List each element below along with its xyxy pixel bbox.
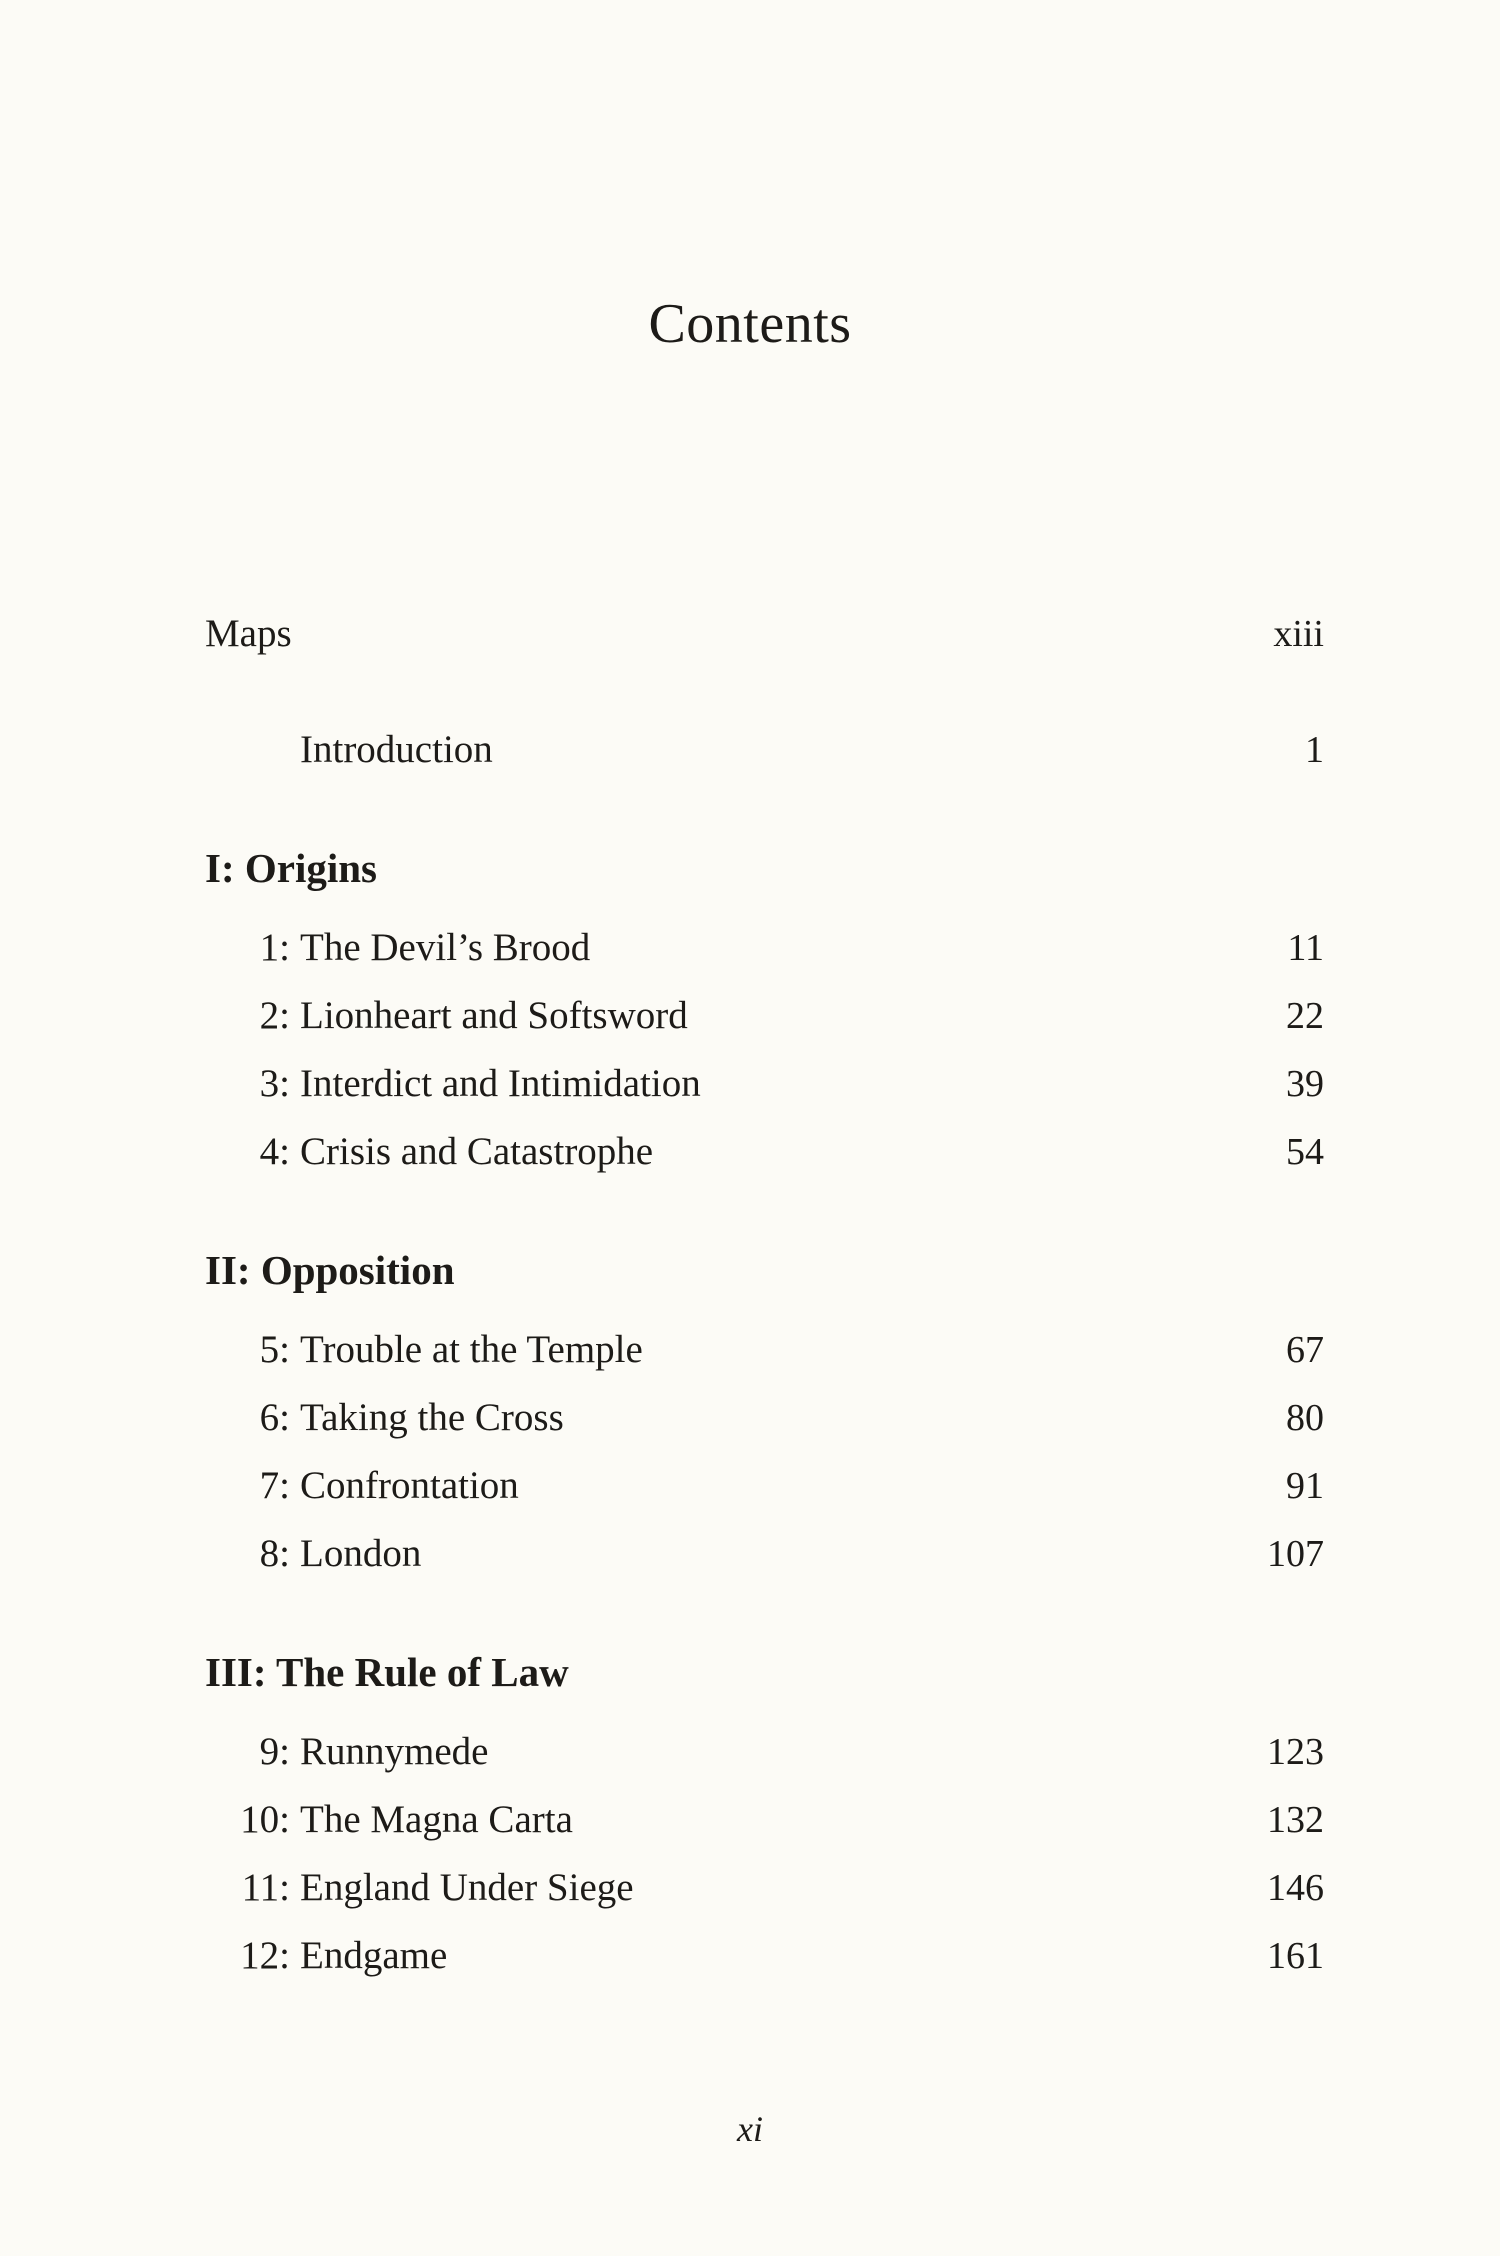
chapter-number: 2: xyxy=(259,994,290,1037)
toc-entry-page: 39 xyxy=(1286,1063,1324,1105)
toc-entry-page: 146 xyxy=(1267,1867,1324,1909)
toc-entry-page: 67 xyxy=(1286,1329,1324,1371)
part-heading-1 xyxy=(0,838,1500,898)
toc-entry-maps[interactable] xyxy=(0,604,1500,664)
toc-entry[interactable] xyxy=(0,1456,1500,1516)
toc-entry-page: 91 xyxy=(1286,1465,1324,1507)
toc-entry-page: 22 xyxy=(1286,995,1324,1037)
part-heading-2 xyxy=(0,1240,1500,1300)
toc-entry[interactable] xyxy=(0,986,1500,1046)
toc-entry[interactable] xyxy=(0,1320,1500,1380)
chapter-title: Taking the Cross xyxy=(300,1396,564,1439)
chapter-number: 5: xyxy=(259,1328,290,1371)
toc-entry[interactable] xyxy=(0,1858,1500,1918)
toc-entry-page: 54 xyxy=(1286,1131,1324,1173)
toc-entry[interactable] xyxy=(0,1722,1500,1782)
chapter-number: 9: xyxy=(259,1730,290,1773)
chapter-title: England Under Siege xyxy=(300,1866,634,1909)
chapter-title: Confrontation xyxy=(300,1464,519,1507)
chapter-number: 3: xyxy=(259,1062,290,1105)
chapter-number: 7: xyxy=(259,1464,290,1507)
part-heading: I: Origins xyxy=(205,845,377,891)
page-title: Contents xyxy=(648,293,852,355)
toc-entry-label: Introduction xyxy=(300,728,493,771)
chapter-title: The Devil’s Brood xyxy=(300,926,591,969)
toc-entry[interactable] xyxy=(0,1926,1500,1986)
toc-entry-page: 80 xyxy=(1286,1397,1324,1439)
part-heading-3 xyxy=(0,1642,1500,1702)
chapter-number: 6: xyxy=(259,1396,290,1439)
chapter-number: 8: xyxy=(259,1532,290,1575)
part-heading: III: The Rule of Law xyxy=(205,1649,569,1695)
chapter-title: Trouble at the Temple xyxy=(300,1328,643,1371)
toc-entry[interactable] xyxy=(0,1388,1500,1448)
chapter-title: Interdict and Intimidation xyxy=(300,1062,701,1105)
chapter-title: London xyxy=(300,1532,422,1575)
toc-entry-page: xiii xyxy=(1273,613,1324,655)
toc-entry[interactable] xyxy=(0,1524,1500,1584)
toc-entry-page: 161 xyxy=(1267,1935,1324,1977)
toc-entry[interactable] xyxy=(0,1790,1500,1850)
chapter-title: Runnymede xyxy=(300,1730,489,1773)
page-folio: xi xyxy=(737,2109,763,2149)
chapter-title: Endgame xyxy=(300,1934,448,1977)
chapter-number: 11: xyxy=(241,1866,290,1909)
chapter-number: 1: xyxy=(259,926,290,969)
chapter-title: Lionheart and Softsword xyxy=(300,994,688,1037)
chapter-number: 4: xyxy=(259,1130,290,1173)
part-heading: II: Opposition xyxy=(205,1247,455,1293)
chapter-number: 10: xyxy=(240,1798,290,1841)
toc-entry-label: Maps xyxy=(205,612,292,655)
toc-entry[interactable] xyxy=(0,1054,1500,1114)
chapter-title: The Magna Carta xyxy=(300,1798,573,1841)
chapter-title: Crisis and Catastrophe xyxy=(300,1130,654,1173)
toc-entry-page: 123 xyxy=(1267,1731,1324,1773)
toc-entry-introduction[interactable] xyxy=(0,720,1500,780)
toc-entry[interactable] xyxy=(0,1122,1500,1182)
chapter-number: 12: xyxy=(240,1934,290,1977)
toc-entry-page: 11 xyxy=(1287,927,1324,969)
toc-entry-page: 1 xyxy=(1305,729,1324,771)
toc-entry[interactable] xyxy=(0,918,1500,978)
toc-entry-page: 132 xyxy=(1267,1799,1324,1841)
toc-entry-page: 107 xyxy=(1267,1533,1324,1575)
